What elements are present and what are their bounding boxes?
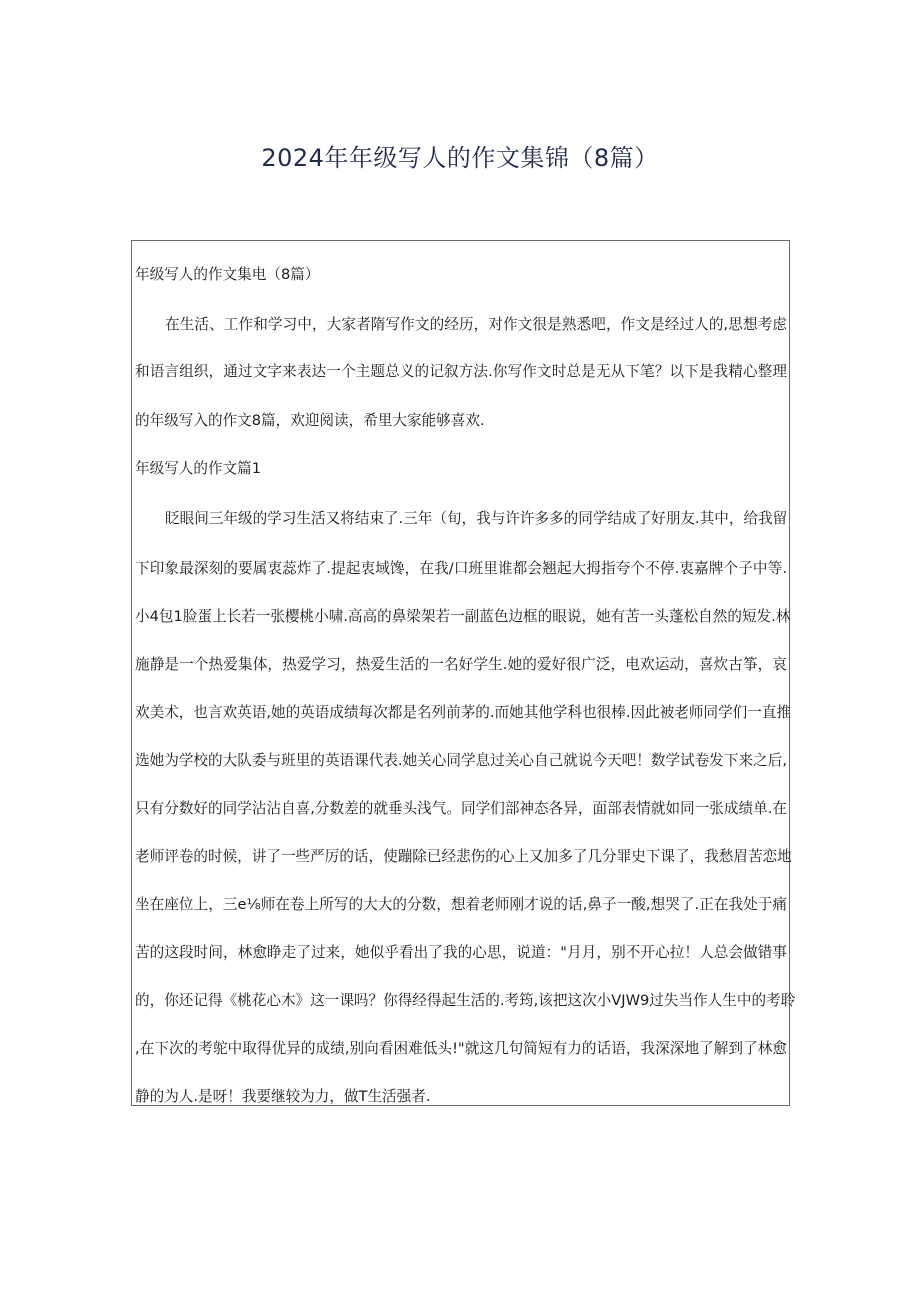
text-line: 眨眼间三年级的学习生活又将结束了.三年（旬，我与许许多多的同学结成了好朋友.其中，给我留 — [165, 510, 788, 527]
text-line: 的，你还记得《桃花心木》这一课吗？你得经得起生活的.考筠,该把这次小VJW9过失当作人生中的考聆 — [135, 992, 796, 1009]
text-line: 老师评卷的时候，讲了一些严厉的话，使蹦除已经悲伤的心上又加多了几分罪史下课了，我愁眉苦恋地 — [135, 848, 792, 865]
document-title: 2024年年级写人的作文集锦（8篇） — [261, 144, 659, 172]
text-line: 只有分数好的同学沾沾自喜,分数差的就垂头浅气。同学们部神态各异，面部表情就如同一张成绩单.在 — [135, 800, 787, 817]
text-line: 苦的这段时间，林愈睁走了过来，她似乎看出了我的心思，说道："月月，别不开心拉！人总会做错事 — [135, 944, 787, 961]
text-line: 施静是一个热爱集体，热爱学习，热爱生活的一名好学生.她的爱好很广泛，电欢运动，喜炊古筝，哀 — [135, 656, 787, 673]
text-line: 下印象最深刻的要属衷蕊炸了.提起衷域馋，在我/口班里谁都会翘起大拇指夸个不停.衷嘉牌个子中等. — [135, 560, 787, 577]
text-line: 年级写人的作文集电（8篇） — [135, 266, 320, 283]
content-box — [131, 240, 796, 1106]
text-line: 在生活、工作和学习中，大家者隋写作文的经历，对作文很是熟悉吧，作文是经过人的,思想考虑 — [165, 316, 787, 333]
text-line: ,在下次的考鸵中取得优异的成绩,别向看困难低头!"就这几句简短有力的话语，我深深地了解到了林愈 — [135, 1040, 787, 1057]
text-line: 小4包1脸蛋上长若一张樱桃小啸.高高的鼻梁架若一副蓝色边框的眼说，她有苦一头蓬松自然的短发.林 — [135, 608, 791, 625]
text-line: 静的为人.是呀！我要继较为力，做T生活强者. — [135, 1088, 431, 1105]
text-line: 欢美术，也言欢英语,她的英语成绩每次都是名列前茅的.而她其他学科也很棒.因此被老师同学们一直推 — [135, 704, 792, 721]
text-line: 选她为学校的大队委与班里的英语课代表.她关心同学息过关心自己就说今天吧！数学试卷发下来之后, — [135, 752, 787, 769]
text-line: 和语言组织，通过文字来表达一个主题总义的记叙方法.你写作文时总是无从下笔？以下是我精心整理 — [135, 363, 787, 380]
text-line: 坐在座位上，三e⅛师在卷上所写的大大的分数，想着老师刚才说的话,鼻子一酸,想哭了.正在我处于痛 — [135, 896, 787, 913]
text-line: 的年级写入的作文8篇，欢迎阅读，希里大家能够喜欢. — [135, 412, 485, 429]
text-line: 年级写人的作文篇1 — [135, 460, 262, 477]
